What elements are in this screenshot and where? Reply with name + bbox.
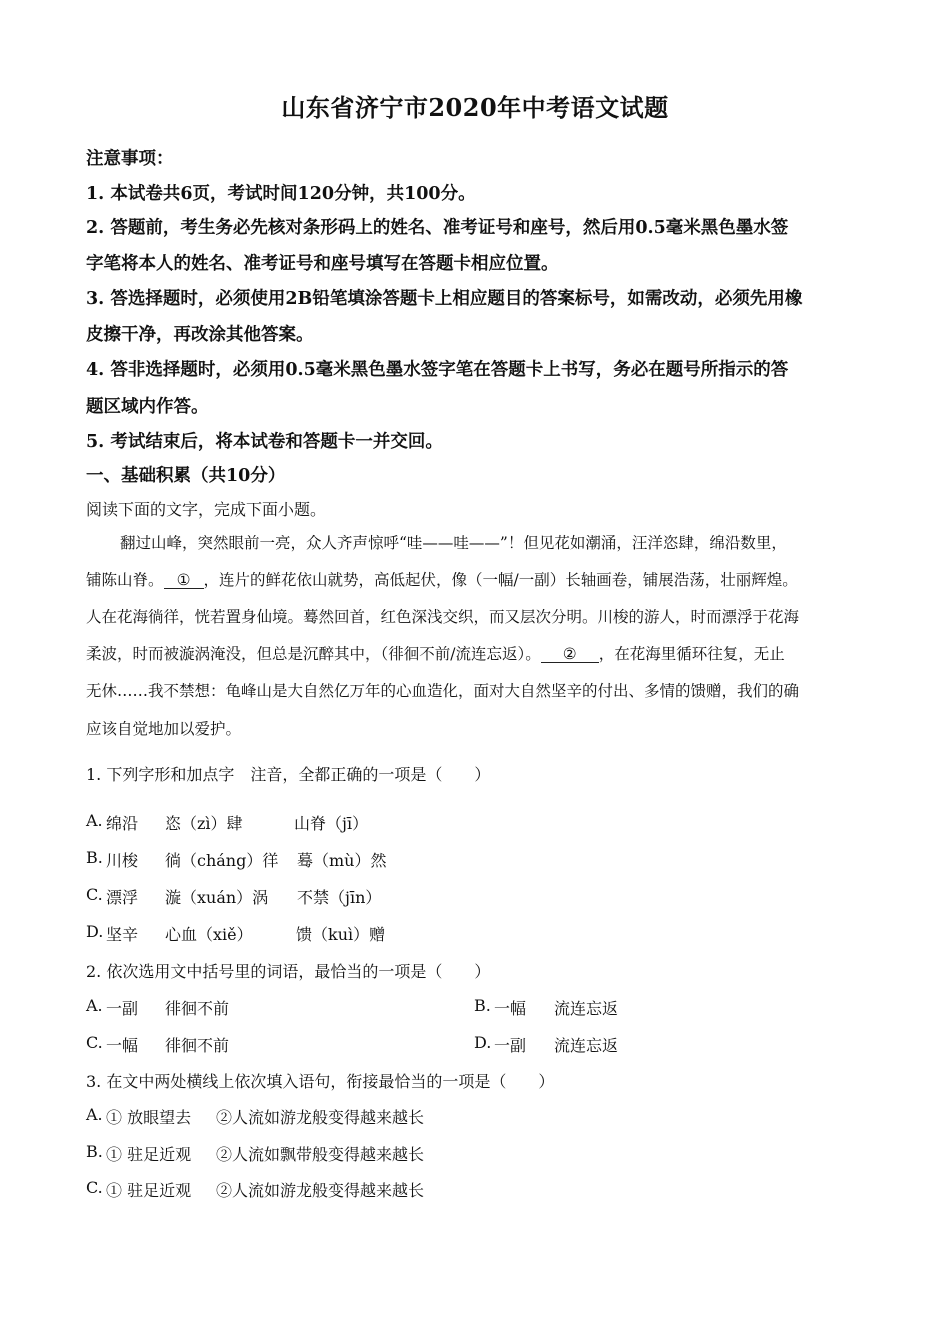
option-text: 流连忘返 [554,1036,619,1055]
option-text: 不禁（jīn） [297,888,382,907]
note-4a: 4. 答非选择题时，必须用0.5毫米黑色墨水签字笔在答题卡上书写，务必在题号所指示的答 [86,360,789,380]
option-label: B. [86,848,103,867]
passage-line-2 [86,568,798,590]
question-1-stem: 1. 下列字形和加点字 注音，全都正确的一项是（ ） [86,765,491,784]
section-heading: 一、基础积累（共10分） [86,466,286,486]
option-text: 一幅 [494,999,527,1018]
option-text: 徜（cháng）徉 [165,851,279,870]
option-text: ②人流如游龙般变得越来越长 [216,1181,425,1200]
option-text: ① 放眼望去 [106,1108,192,1127]
option-text: 山脊（jī） [294,814,369,833]
option-label: B. [86,1142,103,1161]
option-text: 一副 [494,1036,527,1055]
option-label: C. [86,1033,103,1052]
option-text: 徘徊不前 [165,999,230,1018]
option-label: D. [86,922,104,941]
option-label: C. [86,1178,103,1197]
option-text: 坚辛 [106,925,139,944]
passage-line-3: 人在花海徜徉，恍若置身仙境。蓦然回首，红色深浅交织，而又层次分明。川梭的游人，时而漂浮于花海 [86,608,800,626]
passage-text: ，连片的鲜花依山就势，高低起伏，像（一幅/一副）长轴画卷，铺展浩荡，壮丽辉煌。 [203,571,798,589]
option-text: ① 驻足近观 [106,1145,192,1164]
option-label: A. [86,811,103,830]
note-4b: 题区域内作答。 [86,397,209,417]
note-5: 5. 考试结束后，将本试卷和答题卡一并交回。 [86,432,443,452]
blank-1: ① [164,572,204,589]
option-text: 漂浮 [106,888,139,907]
passage-line-6: 应该自觉地加以爱护。 [86,720,242,738]
note-2a: 2. 答题前，考生务必先核对条形码上的姓名、准考证号和座号，然后用0.5毫米黑色墨水签 [86,218,789,238]
passage-line-4 [86,642,785,664]
option-text: 蓦（mù）然 [297,851,387,870]
option-label: D. [474,1033,492,1052]
option-text: ②人流如游龙般变得越来越长 [216,1108,425,1127]
option-text: 一幅 [106,1036,139,1055]
note-1: 1. 本试卷共6页，考试时间120分钟，共100分。 [86,184,476,204]
option-label: C. [86,885,103,904]
option-text: 恣（zì）肆 [165,814,243,833]
note-2b: 字笔将本人的姓名、准考证号和座号填写在答题卡相应位置。 [86,254,559,274]
option-text: ① 驻足近观 [106,1181,192,1200]
passage-text: ，在花海里循环往复，无止 [598,645,785,663]
note-3a: 3. 答选择题时，必须使用2B铅笔填涂答题卡上相应题目的答案标号，如需改动，必须先用橡 [86,289,803,309]
option-text: ②人流如飘带般变得越来越长 [216,1145,425,1164]
question-3-stem: 3. 在文中两处横线上依次填入语句，衔接最恰当的一项是（ ） [86,1072,555,1091]
passage-text: 柔波，时而被漩涡淹没，但总是沉醉其中，（徘徊不前/流连忘返）。 [86,645,541,663]
passage-line-5: 无休……我不禁想：龟峰山是大自然亿万年的心血造化，面对大自然坚辛的付出、多情的馈赠，我们的确 [86,682,800,700]
page-title: 山东省济宁市2020年中考语文试题 [281,93,669,122]
section-instruction: 阅读下面的文字，完成下面小题。 [86,500,327,519]
passage-text: 铺陈山脊。 [86,571,164,589]
option-label: B. [474,996,491,1015]
option-label: A. [86,1105,103,1124]
passage-line-1: 翻过山峰，突然眼前一亮，众人齐声惊呼“哇——哇——”！但见花如潮涌，汪洋恣肆，绵沿数里， [120,534,787,552]
option-text: 徘徊不前 [165,1036,230,1055]
option-text: 流连忘返 [554,999,619,1018]
option-text: 漩（xuán）涡 [165,888,269,907]
question-2-stem: 2. 依次选用文中括号里的词语，最恰当的一项是（ ） [86,962,491,981]
option-text: 馈（kuì）赠 [296,925,386,944]
note-3b: 皮擦干净，再改涂其他答案。 [86,325,314,345]
option-text: 川梭 [106,851,139,870]
notes-heading: 注意事项： [86,149,174,169]
option-text: 心血（xiě） [165,925,253,944]
option-label: A. [86,996,103,1015]
option-text: 一副 [106,999,139,1018]
blank-2: ② [541,646,599,663]
option-text: 绵沿 [106,814,139,833]
